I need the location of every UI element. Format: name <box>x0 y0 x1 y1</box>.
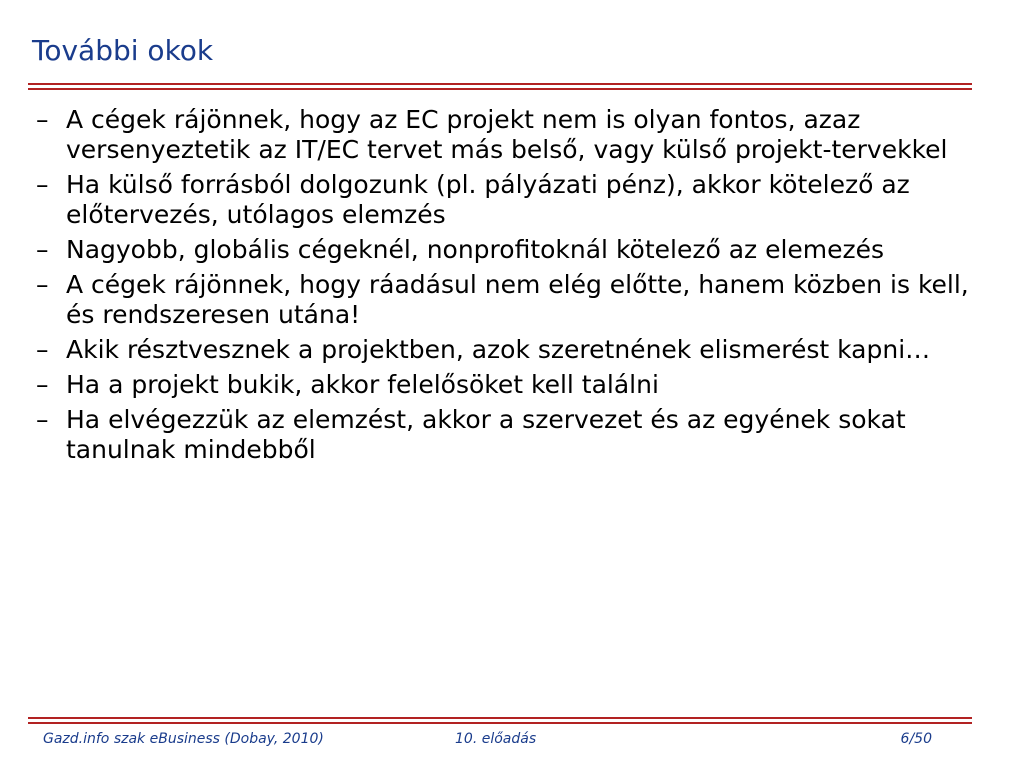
footer-course-label: Gazd.info szak eBusiness (Dobay, 2010) <box>43 731 324 747</box>
bullet-text: Ha a projekt bukik, akkor felelősöket kell találni <box>66 370 659 399</box>
bullet-item <box>30 235 980 265</box>
bullet-item <box>30 170 980 230</box>
bullet-text: A cégek rájönnek, hogy az EC projekt nem is olyan fontos, azaz versenyeztetik az IT/EC tervet más belső, vagy külső projekt-tervekkel <box>66 105 948 164</box>
dash-marker: – <box>36 105 49 134</box>
slide-title: További okok <box>32 34 214 67</box>
bullet-text: Nagyobb, globális cégeknél, nonprofitoknál kötelező az elemezés <box>66 235 885 264</box>
bullet-list <box>30 105 980 470</box>
bullet-text: Akik résztvesznek a projektben, azok szeretnének elismerést kapni… <box>66 335 931 364</box>
bullet-text: Ha külső forrásból dolgozunk (pl. pályázati pénz), akkor kötelező az előtervezés, utólagos elemzés <box>66 170 910 229</box>
footer-page-number: 6/50 <box>900 731 932 747</box>
bullet-text: A cégek rájönnek, hogy ráadásul nem elég előtte, hanem közben is kell, és rendszeresen utána! <box>66 270 969 329</box>
bullet-item <box>30 270 980 330</box>
dash-marker: – <box>36 405 49 434</box>
dash-marker: – <box>36 170 49 199</box>
footer-divider-line-secondary <box>28 722 972 724</box>
dash-marker: – <box>36 335 49 364</box>
dash-marker: – <box>36 370 49 399</box>
bullet-item <box>30 335 980 365</box>
title-divider-line-secondary <box>28 88 972 90</box>
bullet-item <box>30 405 980 465</box>
dash-marker: – <box>36 270 49 299</box>
footer-divider-line <box>28 717 972 719</box>
bullet-text: Ha elvégezzük az elemzést, akkor a szervezet és az egyének sokat tanulnak mindebből <box>66 405 906 464</box>
footer-lecture-label: 10. előadás <box>455 731 537 747</box>
bullet-item <box>30 370 980 400</box>
title-divider-line <box>28 83 972 85</box>
bullet-item <box>30 105 980 165</box>
dash-marker: – <box>36 235 49 264</box>
